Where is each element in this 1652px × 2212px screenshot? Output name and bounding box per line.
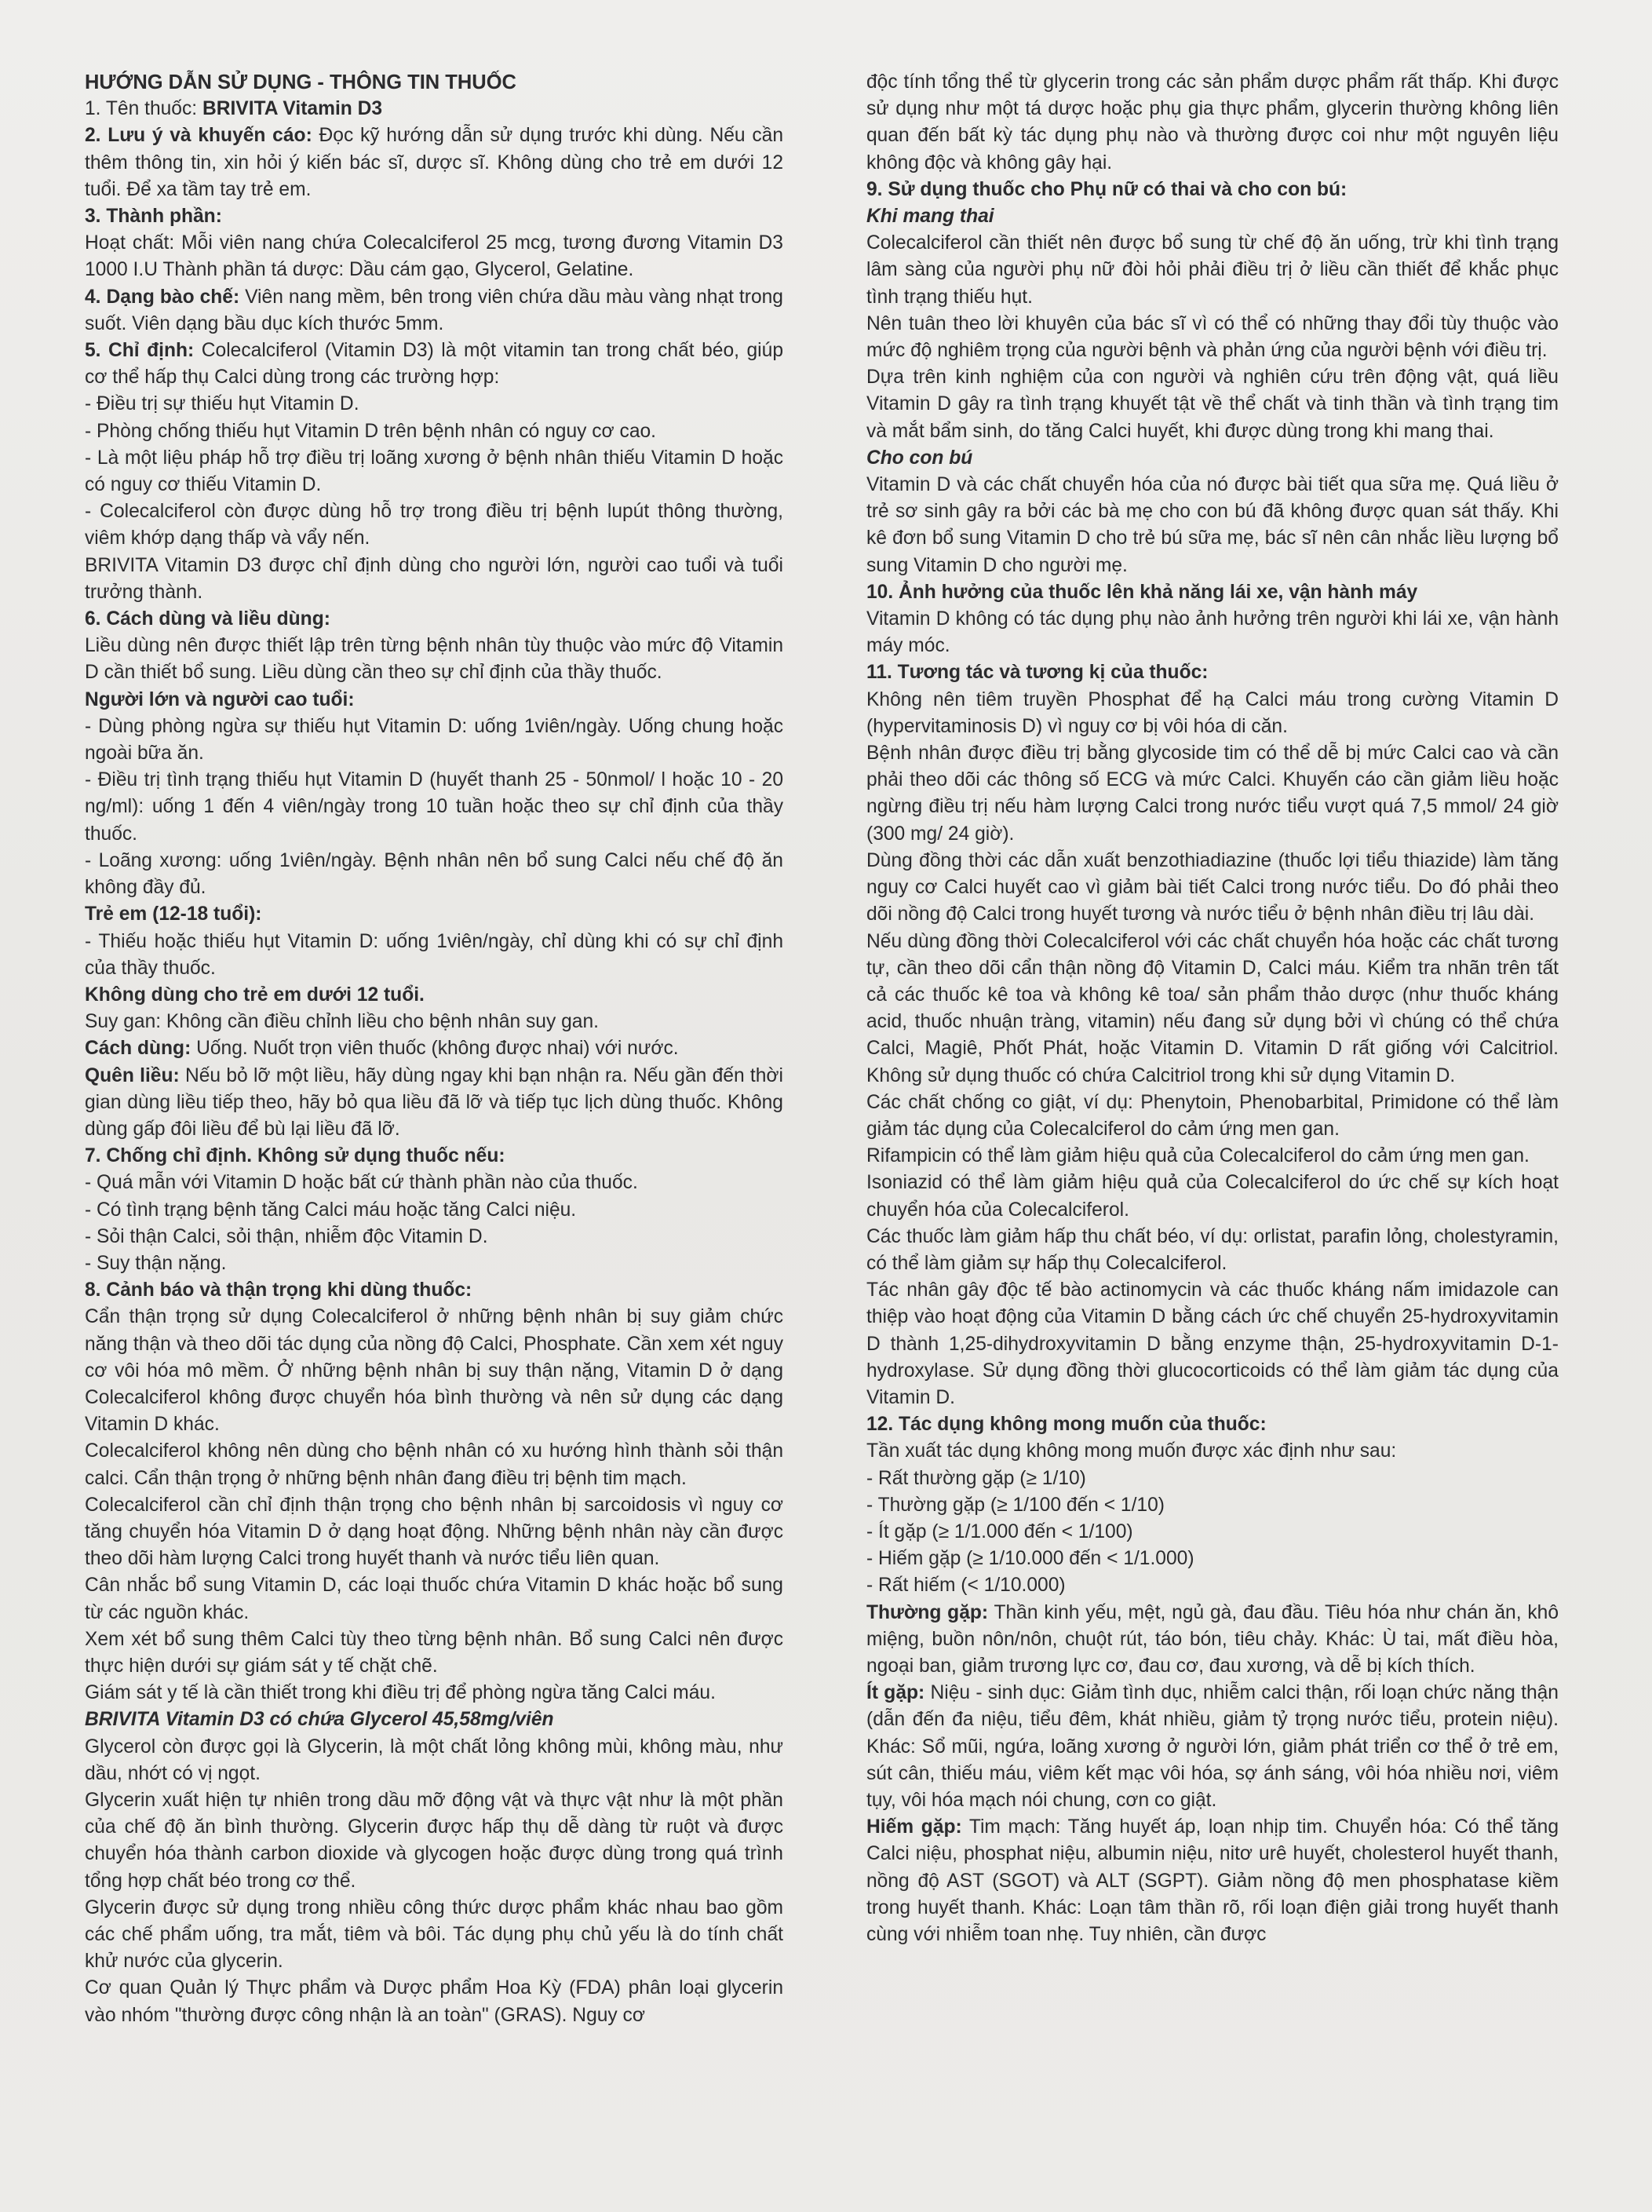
paragraph-text: Các thuốc làm giảm hấp thu chất béo, ví dụ: orlistat, parafin lỏng, cholestyramin, có thể làm giảm sự hấp thụ Colecalciferol.	[866, 1225, 1559, 1274]
paragraph-text: Nên tuân theo lời khuyên của bác sĩ vì có thể có những thay đổi tùy thuộc vào mức độ nghiêm trọng của người bệnh và phản ứng của người bệnh với điều trị.	[866, 312, 1559, 362]
paragraph-text: Cơ quan Quản lý Thực phẩm và Dược phẩm Hoa Kỳ (FDA) phân loại glycerin vào nhóm "thường được công nhận là an toàn" (GRAS). Nguy cơ	[85, 1977, 783, 2026]
paragraph-text: Isoniazid có thể làm giảm hiệu quả của Colecalciferol do ức chế sự kích hoạt chuyển hóa của Colecalciferol.	[866, 1172, 1559, 1221]
paragraph	[85, 445, 783, 498]
section-heading: 5. Chỉ định:	[85, 340, 195, 362]
section-heading: Cách dùng:	[85, 1038, 191, 1060]
paragraph-text: Không nên tiêm truyền Phosphat để hạ Calci máu trong cường Vitamin D (hypervitaminosis D) vì nguy cơ bị vôi hóa di căn.	[866, 688, 1559, 737]
paragraph-text: Colecalciferol (Vitamin D3) là một vitamin tan trong chất béo, giúp cơ thể hấp thụ Calci dùng trong các trường hợp:	[85, 340, 783, 389]
paragraph	[85, 901, 783, 928]
paragraph-text: Colecalciferol cần thiết nên được bổ sung từ chế độ ăn uống, trừ khi tình trạng lâm sàng của người phụ nữ đòi hỏi phải điều trị ở liều cần thiết để khắc phục tình trạng thiếu hụt.	[866, 232, 1559, 308]
paragraph	[866, 1411, 1559, 1438]
section-heading: 10. Ảnh hưởng của thuốc lên khả năng lái xe, vận hành máy	[866, 581, 1418, 603]
paragraph-text: Tim mạch: Tăng huyết áp, loạn nhịp tim. Chuyển hóa: Có thể tăng Calci niệu, phosphat niệu, albumin niệu, nitơ urê huyết, cholesterol huyết thanh, nồng độ AST (SGOT) và ALT (SGPT). Giảm nồng độ men phosphatase kiềm trong huyết thanh. Khác: Loạn tâm thần rõ, rối loạn điện giải trong huyết thanh cùng với nhiễm toan nhẹ. Tuy nhiên, cần được	[866, 1816, 1559, 1946]
paragraph	[85, 1438, 783, 1491]
paragraph	[866, 1090, 1559, 1143]
paragraph-text: Rifampicin có thể làm giảm hiệu quả của Colecalciferol do cảm ứng men gan.	[866, 1145, 1530, 1167]
paragraph-text: Tác nhân gây độc tế bào actinomycin và các thuốc kháng nấm imidazole can thiệp vào hoạt động của Vitamin D bằng cách ức chế chuyển 25-hydroxyvitamin D thành 1,25-dihydroxyvitamin D bằng enzyme thận, 25-hydroxyvitamin D-1-hydroxylase. Sử dụng đồng thời glucocorticoids có thể làm giảm tác dụng của Vitamin D.	[866, 1279, 1559, 1408]
paragraph	[866, 1492, 1559, 1519]
paragraph	[85, 929, 783, 982]
paragraph-text: Uống. Nuốt trọn viên thuốc (không được nhai) với nước.	[191, 1038, 679, 1060]
paragraph-text: Niệu - sinh dục: Giảm tình dục, nhiễm calci thận, rối loạn chức năng thận (dẫn đến đa niệu, tiểu đêm, khát nhiều, giảm tỷ trọng nước tiểu, protein niệu). Khác: Sổ mũi, ngứa, loãng xương ở người lớn, giảm phát triển cơ thể ở trẻ em, sút cân, thiếu máu, viêm kết mạc vôi hóa, sợ ánh sáng, vôi hóa nhiều nơi, viêm tụy, vôi hóa mạch nói chung, cơn co giật.	[866, 1682, 1559, 1811]
paragraph	[866, 1466, 1559, 1492]
paragraph-text: Thần kinh yếu, mệt, ngủ gà, đau đầu. Tiêu hóa như chán ăn, khô miệng, buồn nôn/nôn, chuột rút, táo bón, tiêu chảy. Khác: Ù tai, mất điều hòa, ngoại ban, giảm trương lực cơ, đau cơ, đau xương, và dễ bị kích thích.	[866, 1601, 1559, 1677]
paragraph-text: Colecalciferol không nên dùng cho bệnh nhân có xu hướng hình thành sỏi thận calci. Cẩn thận trọng ở những bệnh nhân đang điều trị bệnh tim mạch.	[85, 1440, 783, 1489]
left-column	[85, 69, 783, 2029]
section-heading: Ít gặp:	[866, 1682, 925, 1704]
paragraph-text: Bệnh nhân được điều trị bằng glycoside tim có thể dễ bị mức Calci cao và cần phải theo dõi các thông số ECG và mức Calci. Khuyến cáo cần giảm liều hoặc ngừng điều trị nếu hàm lượng Calci trong nước tiểu vượt quá 7,5 mmol/ 24 giờ (300 mg/ 24 giờ).	[866, 743, 1559, 845]
paragraph	[85, 1170, 783, 1196]
paragraph-text: Vitamin D và các chất chuyển hóa của nó được bài tiết qua sữa mẹ. Quá liều ở trẻ sơ sinh gây ra bởi các bà mẹ cho con bú đã không được quan sát thấy. Khi kê đơn bổ sung Vitamin D cho trẻ bú sữa mẹ, bác sĩ nên cân nhắc liều lượng bổ sung Vitamin D cho người mẹ.	[866, 474, 1559, 576]
paragraph	[85, 687, 783, 714]
paragraph	[866, 69, 1559, 177]
section-heading: 11. Tương tác và tương kị của thuốc:	[866, 662, 1209, 684]
right-column	[866, 69, 1559, 1948]
paragraph	[85, 122, 783, 203]
paragraph	[85, 714, 783, 767]
paragraph	[866, 1600, 1559, 1681]
paragraph-text: Viên nang mềm, bên trong viên chứa dầu màu vàng nhạt trong suốt. Viên dạng bầu dục kích thước 5mm.	[85, 286, 783, 334]
paragraph	[85, 553, 783, 606]
paragraph	[85, 230, 783, 283]
paragraph	[85, 1143, 783, 1170]
paragraph-text: - Rất hiếm (< 1/10.000)	[866, 1575, 1066, 1597]
paragraph	[866, 740, 1559, 848]
paragraph-text: Tần xuất tác dụng không mong muốn được xác định như sau:	[866, 1440, 1397, 1462]
paragraph	[866, 606, 1559, 659]
paragraph	[85, 418, 783, 445]
paragraph-text: - Là một liệu pháp hỗ trợ điều trị loãng xương ở bệnh nhân thiếu Vitamin D hoặc có nguy cơ thiếu Vitamin D.	[85, 447, 783, 496]
paragraph-text: 1. Tên thuốc:	[85, 98, 202, 120]
paragraph-text: Colecalciferol cần chỉ định thận trọng cho bệnh nhân bị sarcoidosis vì nguy cơ tăng chuyển hóa Vitamin D ở dạng hoạt động. Những bệnh nhân này cần được theo dõi hàm lượng Calci trong huyết thanh và nước tiểu liên quan.	[85, 1494, 783, 1570]
paragraph	[866, 687, 1559, 740]
paragraph-text: - Hiếm gặp (≥ 1/10.000 đến < 1/1.000)	[866, 1548, 1194, 1570]
paragraph	[85, 767, 783, 848]
paragraph-text: - Điều trị tình trạng thiếu hụt Vitamin D (huyết thanh 25 - 50nmol/ l hoặc 10 - 20 ng/ml): uống 1 đến 4 viên/ngày trong 10 tuần hoặc theo sự chỉ định của thầy thuốc.	[85, 769, 783, 845]
paragraph-text: Glycerol còn được gọi là Glycerin, là một chất lỏng không mùi, không màu, như dầu, nhớt có vị ngọt.	[85, 1736, 783, 1784]
paragraph	[85, 1277, 783, 1304]
paragraph-text: - Loãng xương: uống 1viên/ngày. Bệnh nhân nên bổ sung Calci nếu chế độ ăn không đầy đủ.	[85, 849, 783, 899]
section-heading: 8. Cảnh báo và thận trọng khi dùng thuốc:	[85, 1279, 472, 1301]
paragraph-text: - Suy thận nặng.	[85, 1252, 227, 1274]
section-heading: Không dùng cho trẻ em dưới 12 tuổi.	[85, 984, 425, 1006]
paragraph	[85, 1035, 783, 1062]
paragraph	[866, 1143, 1559, 1170]
paragraph	[866, 230, 1559, 311]
paragraph-text: - Quá mẫn với Vitamin D hoặc bất cứ thành phần nào của thuốc.	[85, 1172, 638, 1194]
paragraph	[866, 579, 1559, 606]
paragraph-text: - Phòng chống thiếu hụt Vitamin D trên bệnh nhân có nguy cơ cao.	[85, 420, 657, 442]
paragraph-text: Hoạt chất: Mỗi viên nang chứa Colecalciferol 25 mcg, tương đương Vitamin D3 1000 I.U Thành phần tá dược: Dầu cám gạo, Glycerol, Gelatine.	[85, 232, 783, 281]
paragraph	[85, 1680, 783, 1706]
paragraph	[85, 1626, 783, 1680]
paragraph	[85, 1787, 783, 1895]
paragraph	[85, 606, 783, 633]
section-heading: 9. Sử dụng thuốc cho Phụ nữ có thai và cho con bú:	[866, 178, 1347, 200]
section-heading: 3. Thành phần:	[85, 206, 222, 228]
section-heading: Hiếm gặp:	[866, 1816, 962, 1838]
paragraph-text: - Sỏi thận Calci, sỏi thận, nhiễm độc Vitamin D.	[85, 1225, 488, 1247]
section-heading: 6. Cách dùng và liều dùng:	[85, 608, 330, 630]
paragraph	[85, 498, 783, 552]
paragraph	[85, 1975, 783, 2028]
paragraph	[866, 929, 1559, 1090]
paragraph	[866, 1546, 1559, 1572]
paragraph	[866, 177, 1559, 203]
paragraph-text: - Có tình trạng bệnh tăng Calci máu hoặc tăng Calci niệu.	[85, 1199, 577, 1221]
paragraph-text: Glycerin được sử dụng trong nhiều công thức dược phẩm khác nhau bao gồm các chế phẩm uống, tra mắt, tiêm và bôi. Tác dụng phụ chủ yếu là do tính chất khử nước của glycerin.	[85, 1896, 783, 1973]
paragraph-text: Liều dùng nên được thiết lập trên từng bệnh nhân tùy thuộc vào mức độ Vitamin D cần thiết bổ sung. Liều dùng cần theo sự chỉ định của thầy thuốc.	[85, 635, 783, 684]
paragraph-text: BRIVITA Vitamin D3 được chỉ định dùng cho người lớn, người cao tuổi và tuổi trưởng thành.	[85, 554, 783, 603]
paragraph	[85, 284, 783, 338]
paragraph	[85, 1895, 783, 1976]
paragraph-text: Đọc kỹ hướng dẫn sử dụng trước khi dùng. Nếu cần thêm thông tin, xin hỏi ý kiến bác sĩ, dược sĩ. Không dùng cho trẻ em dưới 12 tuổi. Để xa tầm tay trẻ em.	[85, 125, 783, 200]
paragraph	[866, 472, 1559, 579]
paragraph	[85, 391, 783, 418]
paragraph	[85, 1492, 783, 1573]
paragraph	[85, 982, 783, 1009]
paragraph-text: Các chất chống co giật, ví dụ: Phenytoin, Phenobarbital, Primidone có thể làm giảm tác dụng của Colecalciferol do cảm ứng men gan.	[866, 1091, 1559, 1140]
paragraph-text: Vitamin D không có tác dụng phụ nào ảnh hưởng trên người khi lái xe, vận hành máy móc.	[866, 608, 1559, 657]
paragraph-text: độc tính tổng thể từ glycerin trong các sản phẩm dược phẩm rất thấp. Khi được sử dụng như một tá dược hoặc phụ gia thực phẩm, glycerin thường không liên quan đến bất kỳ tác dụng phụ nào và thường được coi như một nguyên liệu không độc và không gây hại.	[866, 71, 1559, 173]
paragraph	[85, 1063, 783, 1144]
section-heading: Quên liều:	[85, 1064, 180, 1086]
paragraph	[866, 848, 1559, 929]
paragraph	[85, 1304, 783, 1438]
paragraph-text: Nếu dùng đồng thời Colecalciferol với các chất chuyển hóa hoặc các chất tương tự, cần theo dõi cẩn thận nồng độ Vitamin D, Calci máu. Kiểm tra nhãn trên tất cả các thuốc kê toa và không kê toa/ sản phẩm thảo dược (như thuốc kháng acid, thuốc nhuận tràng, vitamin) nếu đang sử dụng bởi vì chúng có thể chứa Calci, Magiê, Phốt Phát, hoặc Vitamin D. Vitamin D rất giống với Calcitriol. Không sử dụng thuốc có chứa Calcitriol trong khi sử dụng Vitamin D.	[866, 930, 1559, 1086]
paragraph	[866, 1814, 1559, 1948]
subsection-heading: BRIVITA Vitamin D3 có chứa Glycerol 45,58mg/viên	[85, 1709, 554, 1731]
paragraph-text: Xem xét bổ sung thêm Calci tùy theo từng bệnh nhân. Bổ sung Calci nên được thực hiện dưới sự giám sát y tế chặt chẽ.	[85, 1628, 783, 1677]
section-heading: 12. Tác dụng không mong muốn của thuốc:	[866, 1414, 1267, 1436]
paragraph-text: Suy gan: Không cần điều chỉnh liều cho bệnh nhân suy gan.	[85, 1011, 599, 1033]
section-heading: 2. Lưu ý và khuyến cáo:	[85, 125, 312, 147]
paragraph	[866, 659, 1559, 686]
paragraph-text: Nếu bỏ lỡ một liều, hãy dùng ngay khi bạn nhận ra. Nếu gần đến thời gian dùng liều tiếp theo, hãy bỏ qua liều đã lỡ và tiếp tục lịch dùng thuốc. Không dùng gấp đôi liều để bù lại liều đã lỡ.	[85, 1064, 783, 1140]
paragraph-text: Giám sát y tế là cần thiết trong khi điều trị để phòng ngừa tăng Calci máu.	[85, 1682, 716, 1704]
section-heading: Người lớn và người cao tuổi:	[85, 688, 355, 710]
paragraph-text: Glycerin xuất hiện tự nhiên trong dầu mỡ động vật và thực vật như là một phần của chế độ ăn bình thường. Glycerin được hấp thụ dễ dàng từ ruột và được chuyển hóa thành carbon dioxide và glycogen hoặc được dùng trong quá trình tổng hợp chất béo trong cơ thể.	[85, 1790, 783, 1892]
paragraph	[85, 96, 783, 122]
section-heading: Thường gặp:	[866, 1601, 989, 1623]
paragraph	[866, 364, 1559, 445]
paragraph-text: Dựa trên kinh nghiệm của con người và nghiên cứu trên động vật, quá liều Vitamin D gây ra tình trạng khuyết tật về thể chất và tinh thần và tình trạng tim và mắt bẩm sinh, do tăng Calci huyết, khi được dùng trong khi mang thai.	[866, 367, 1559, 442]
paragraph	[866, 1224, 1559, 1277]
paragraph	[85, 338, 783, 391]
paragraph	[85, 1224, 783, 1250]
paragraph-text: Cẩn thận trọng sử dụng Colecalciferol ở những bệnh nhân bị suy giảm chức năng thận và theo dõi tác dụng của nồng độ Calci, Phosphate. Cần xem xét nguy cơ vôi hóa mô mềm. Ở những bệnh nhân bị suy thận nặng, Vitamin D ở dạng Colecalciferol không được chuyển hóa bình thường và nên sử dụng các dạng Vitamin D khác.	[85, 1306, 783, 1436]
paragraph	[85, 633, 783, 686]
paragraph-text: - Colecalciferol còn được dùng hỗ trợ trong điều trị bệnh lupút thông thường, viêm khớp dạng thấp và vẩy nến.	[85, 501, 783, 549]
paragraph-text: - Thiếu hoặc thiếu hụt Vitamin D: uống 1viên/ngày, chỉ dùng khi có sự chỉ định của thầy thuốc.	[85, 930, 783, 979]
paragraph	[85, 1009, 783, 1035]
section-heading: Trẻ em (12-18 tuổi):	[85, 903, 262, 925]
paragraph-text: Cân nhắc bổ sung Vitamin D, các loại thuốc chứa Vitamin D khác hoặc bổ sung từ các nguồn khác.	[85, 1575, 783, 1623]
section-heading: 7. Chống chỉ định. Không sử dụng thuốc nếu:	[85, 1145, 505, 1167]
paragraph	[866, 1277, 1559, 1411]
paragraph-text: Dùng đồng thời các dẫn xuất benzothiadiazine (thuốc lợi tiểu thiazide) làm tăng nguy cơ Calci huyết cao vì giảm bài tiết Calci trong nước tiểu. Do đó phải theo dõi nồng độ Calci trong huyết tương và nước tiểu ở bệnh nhân điều trị lâu dài.	[866, 849, 1559, 925]
paragraph-text: - Thường gặp (≥ 1/100 đến < 1/10)	[866, 1494, 1165, 1516]
paragraph	[85, 1197, 783, 1224]
paragraph	[866, 1572, 1559, 1599]
paragraph-text: - Rất thường gặp (≥ 1/10)	[866, 1467, 1086, 1489]
paragraph	[85, 203, 783, 230]
paragraph	[85, 848, 783, 901]
paragraph	[866, 1519, 1559, 1546]
paragraph	[866, 1680, 1559, 1814]
subsection-heading: Khi mang thai	[866, 206, 994, 228]
paragraph	[85, 1250, 783, 1277]
paragraph	[85, 1734, 783, 1787]
paragraph-text: - Ít gặp (≥ 1/1.000 đến < 1/100)	[866, 1520, 1133, 1542]
paragraph	[866, 1170, 1559, 1223]
paragraph	[85, 1572, 783, 1626]
paragraph-text: - Dùng phòng ngừa sự thiếu hụt Vitamin D: uống 1viên/ngày. Uống chung hoặc ngoài bữa ăn.	[85, 715, 783, 765]
paragraph	[866, 311, 1559, 364]
section-heading: 4. Dạng bào chế:	[85, 286, 240, 308]
page-title: HƯỚNG DẪN SỬ DỤNG - THÔNG TIN THUỐC	[85, 71, 516, 93]
paragraph-text: - Điều trị sự thiếu hụt Vitamin D.	[85, 393, 359, 415]
paragraph	[866, 1438, 1559, 1465]
subsection-heading: Cho con bú	[866, 447, 973, 469]
product-name: BRIVITA Vitamin D3	[202, 98, 383, 120]
